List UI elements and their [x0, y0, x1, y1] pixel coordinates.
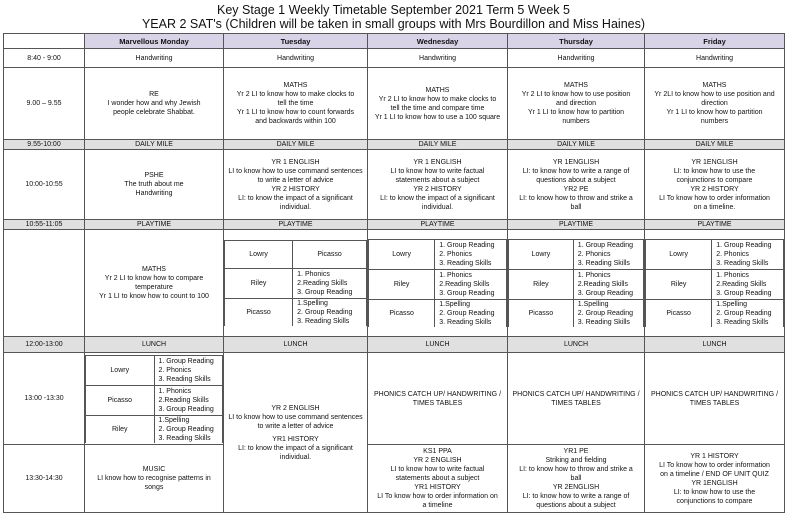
rotation-item: 1. Phonics — [577, 272, 611, 279]
lesson-line: tell the time — [277, 100, 314, 107]
time-cell: 10:55-11:05 — [4, 220, 85, 230]
lesson-line: individual. — [279, 453, 312, 461]
rotation-item: 2. Phonics — [716, 251, 749, 258]
wednesday-groups-cell — [368, 230, 508, 337]
lesson-line: questions about a subject — [536, 176, 616, 184]
lesson-line: PHONICS CATCH UP/ HANDWRITING / — [650, 390, 779, 398]
rotation-item: 2. Phonics — [577, 251, 611, 258]
day-wednesday: Wednesday — [368, 34, 508, 49]
row-daily-mile — [4, 140, 785, 150]
lesson-line: I wonder how and why Jewish — [107, 100, 201, 107]
thursday-phonics-cell — [508, 353, 645, 445]
lesson-line: LI: to know the impact of a significant — [380, 194, 495, 202]
handwriting-cell: Handwriting — [368, 49, 508, 68]
lesson-line: MUSIC — [142, 466, 166, 473]
lesson-line: numbers — [700, 118, 729, 125]
group-riley: Riley — [86, 415, 155, 443]
thursday-pe-cell — [508, 445, 645, 513]
lesson-line: LI: to know the impact of a significant — [238, 194, 353, 202]
day-monday: Marvellous Monday — [85, 34, 224, 49]
time-cell: 10:00-10:55 — [4, 150, 85, 220]
playtime-cell: PLAYTIME — [645, 220, 785, 230]
time-cell: 9.55-10:00 — [4, 140, 85, 150]
lesson-line: YR1 HISTORY — [272, 435, 319, 443]
daily-mile-cell: DAILY MILE — [85, 140, 224, 150]
lesson-line: YR 1 HISTORY — [690, 452, 739, 460]
monday-groups-cell — [85, 353, 224, 445]
lesson-line: conjunctions to compare — [676, 176, 753, 184]
time-cell: 13:00 -13:30 — [4, 353, 85, 445]
group-lowry: Lowry — [86, 355, 155, 385]
friday-groups-cell — [645, 230, 785, 337]
lesson-line: LI: to know how to write a range of — [522, 167, 630, 175]
rotation-item: 3. Reading Skills — [297, 318, 350, 325]
rotation-item: 3. Reading Skills — [439, 319, 492, 326]
thursday-english-cell — [508, 150, 645, 220]
rotation-item: 2.Reading Skills — [577, 281, 628, 288]
lesson-line: PHONICS CATCH UP/ HANDWRITING / — [373, 390, 502, 398]
lesson-line: MATHS — [283, 82, 308, 89]
rotation-list — [154, 415, 223, 443]
rotation-item: 1. Phonics — [716, 272, 749, 279]
group-activity: Picasso — [293, 241, 367, 269]
rotation-item: 2.Reading Skills — [439, 281, 490, 288]
rotation-list — [712, 240, 784, 270]
daily-mile-cell: DAILY MILE — [645, 140, 785, 150]
lesson-line: songs — [144, 484, 164, 491]
lesson-line: YR 2 ENGLISH — [271, 404, 320, 412]
lesson-line: YR 1ENGLISH — [691, 479, 738, 487]
lesson-line: numbers — [562, 118, 590, 125]
rotation-item: 2. Phonics — [439, 251, 472, 258]
handwriting-cell: Handwriting — [645, 49, 785, 68]
rotation-item: 3. Reading Skills — [439, 260, 492, 267]
rotation-item: 2.Reading Skills — [297, 280, 348, 287]
handwriting-cell: Handwriting — [508, 49, 645, 68]
lesson-line: Yr 2 LI to know how to use position — [521, 91, 631, 98]
lesson-line: LI To know how to order information on — [377, 493, 498, 500]
lesson-line: ball — [570, 475, 582, 482]
lesson-line: YR 2 HISTORY — [413, 185, 462, 193]
rotation-item: 1.Spelling — [297, 300, 328, 307]
group-rotation — [224, 240, 367, 326]
group-lowry: Lowry — [509, 240, 574, 270]
day-tuesday: Tuesday — [224, 34, 368, 49]
daily-mile-cell: DAILY MILE — [508, 140, 645, 150]
thursday-maths-cell — [508, 68, 645, 140]
rotation-item: 3. Reading Skills — [716, 319, 769, 326]
playtime-cell: PLAYTIME — [224, 220, 368, 230]
group-rotation — [85, 355, 223, 443]
lesson-line: Yr 2 LI to know how to make clocks to — [236, 91, 355, 98]
rotation-list — [435, 240, 507, 270]
rotation-list — [293, 299, 367, 327]
row-playtime — [4, 220, 785, 230]
rotation-list — [154, 385, 223, 415]
lesson-line: YR 1ENGLISH — [691, 158, 738, 166]
lesson-line: statements about a subject — [395, 475, 480, 482]
lesson-line: Yr 1 LI to know how to partition — [527, 109, 625, 116]
rotation-item: 3. Reading Skills — [577, 260, 630, 267]
rotation-item: 1. Phonics — [297, 271, 330, 278]
group-riley: Riley — [646, 270, 712, 300]
rotation-list — [573, 270, 643, 300]
timetable — [3, 33, 785, 513]
header-row — [4, 34, 785, 49]
lesson-line: Yr 2 LI to know how to compare — [104, 275, 204, 282]
friday-english-cell — [645, 150, 785, 220]
playtime-cell: PLAYTIME — [368, 220, 508, 230]
rotation-item: 3. Group Reading — [577, 290, 634, 297]
lesson-line: LI: to know how to throw and strike a — [519, 194, 633, 202]
lesson-line: to write a letter of advice — [257, 176, 334, 184]
friday-history-cell — [645, 445, 785, 513]
rotation-item: 1. Phonics — [439, 272, 472, 279]
lesson-line: MATHS — [142, 266, 166, 273]
time-cell: 8:40 - 9:00 — [4, 49, 85, 68]
daily-mile-cell: DAILY MILE — [224, 140, 368, 150]
playtime-cell: PLAYTIME — [85, 220, 224, 230]
lesson-line: YR 1 ENGLISH — [271, 158, 320, 166]
rotation-item: 3. Group Reading — [439, 290, 495, 297]
time-cell: 12:00-13:00 — [4, 337, 85, 353]
group-rotation — [645, 239, 784, 327]
rotation-item: 1. Group Reading — [439, 242, 495, 249]
group-rotation — [508, 239, 644, 327]
lesson-line: LI to know how to use command sentences — [228, 167, 363, 175]
lesson-line: individual. — [421, 203, 454, 211]
monday-re-cell — [85, 68, 224, 140]
lesson-line: Handwriting — [135, 190, 173, 197]
lunch-cell: LUNCH — [85, 337, 224, 353]
rotation-item: 2. Group Reading — [577, 310, 634, 317]
lesson-line: to write a letter of advice — [257, 422, 334, 430]
lesson-line: YR 1ENGLISH — [552, 158, 600, 166]
rotation-item: 1. Group Reading — [577, 242, 634, 249]
lesson-line: MATHS — [564, 82, 588, 89]
group-lowry: Lowry — [225, 241, 293, 269]
group-rotation — [368, 239, 507, 327]
row-morning-lesson — [4, 68, 785, 140]
lesson-line: YR1 HISTORY — [414, 484, 461, 491]
rotation-item: 2. Group Reading — [158, 425, 214, 433]
rotation-item: 3. Group Reading — [716, 290, 772, 297]
lesson-line: a timeline — [422, 502, 453, 509]
lesson-line: YR 1 ENGLISH — [413, 158, 462, 166]
lesson-line: LI: to know how to write a range of — [522, 493, 630, 500]
lesson-line: YR2 PE — [563, 185, 589, 193]
lesson-line: Striking and fielding — [545, 457, 607, 464]
lesson-line: tell the time and compare time — [390, 104, 485, 112]
lesson-line: RE — [149, 91, 159, 98]
group-picasso: Picasso — [509, 300, 574, 328]
lesson-line: people celebrate Shabbat. — [113, 109, 195, 116]
rotation-item: 2. Group Reading — [716, 310, 772, 317]
monday-maths-cell — [85, 230, 224, 337]
lesson-line: Yr 1 LI to know how to count forwards — [236, 109, 355, 116]
monday-music-cell — [85, 445, 224, 513]
lesson-line: KS1 PPA — [423, 448, 452, 455]
group-picasso: Picasso — [646, 300, 712, 328]
lesson-line: ball — [570, 203, 582, 211]
lesson-line: and backwards within 100 — [255, 118, 336, 125]
lesson-line: Yr 2 LI to know how to make clocks to — [378, 95, 497, 103]
day-thursday: Thursday — [508, 34, 645, 49]
lesson-line: conjunctions to compare — [676, 497, 753, 505]
page-title — [0, 3, 787, 31]
lesson-line: Yr 2LI to know how to use position and — [654, 91, 775, 98]
handwriting-cell: Handwriting — [224, 49, 368, 68]
lesson-line: and direction — [555, 100, 597, 107]
lesson-line: YR 2 HISTORY — [690, 185, 739, 193]
lesson-line: PHONICS CATCH UP/ HANDWRITING / — [512, 390, 640, 398]
wednesday-phonics-cell — [368, 353, 508, 445]
rotation-list — [712, 270, 784, 300]
rotation-list — [293, 269, 367, 299]
day-friday: Friday — [645, 34, 785, 49]
lesson-line: Yr 1 LI to know how to partition — [666, 109, 763, 116]
lesson-line: YR 2ENGLISH — [552, 484, 600, 491]
playtime-cell: PLAYTIME — [508, 220, 645, 230]
lunch-cell: LUNCH — [508, 337, 645, 353]
wednesday-maths-cell — [368, 68, 508, 140]
lesson-line: temperature — [135, 284, 173, 291]
lesson-line: YR 2 ENGLISH — [413, 457, 462, 464]
lesson-line: questions about a subject — [536, 502, 616, 509]
row-handwriting — [4, 49, 785, 68]
lesson-line: TIMES TABLES — [412, 399, 463, 407]
tuesday-groups-cell — [224, 230, 368, 337]
rotation-item: 1.Spelling — [439, 301, 470, 308]
monday-pshe-cell — [85, 150, 224, 220]
lesson-line: TIMES TABLES — [689, 399, 740, 407]
group-riley: Riley — [225, 269, 293, 299]
time-cell: 13:30-14:30 — [4, 445, 85, 513]
lunch-cell: LUNCH — [645, 337, 785, 353]
group-picasso: Picasso — [225, 299, 293, 327]
group-picasso: Picasso — [86, 385, 155, 415]
lesson-line: LI to know how to write factual — [390, 466, 485, 473]
rotation-item: 1.Spelling — [158, 416, 190, 424]
lesson-line: YR 2 HISTORY — [271, 185, 320, 193]
rotation-item: 1. Group Reading — [716, 242, 772, 249]
lunch-cell: LUNCH — [368, 337, 508, 353]
row-late-morning-groups — [4, 230, 785, 337]
lesson-line: LI: to know how to use the — [673, 488, 756, 496]
lesson-line: LI know how to recognise patterns in — [97, 475, 211, 482]
rotation-list — [573, 240, 643, 270]
rotation-item: 1.Spelling — [577, 301, 609, 308]
row-early-afternoon — [4, 353, 785, 445]
time-cell: 9.00 – 9.55 — [4, 68, 85, 140]
rotation-item: 2.Reading Skills — [158, 396, 209, 404]
daily-mile-cell: DAILY MILE — [368, 140, 508, 150]
lesson-line: on a timeline / END OF UNIT QUIZ — [660, 470, 769, 478]
title-line-2: YEAR 2 SAT's (Children will be taken in small groups with Mrs Bourdillon and Miss Haines) — [141, 17, 646, 31]
friday-maths-cell — [645, 68, 785, 140]
lesson-line: LI: to know the impact of a significant — [238, 444, 353, 452]
rotation-list — [435, 270, 507, 300]
group-lowry: Lowry — [646, 240, 712, 270]
wednesday-english-cell — [368, 150, 508, 220]
time-cell-empty — [4, 230, 85, 337]
rotation-item: 1. Group Reading — [158, 357, 214, 365]
rotation-item: 3. Reading Skills — [577, 319, 630, 326]
tuesday-maths-cell — [224, 68, 368, 140]
lesson-line: LI: to know how to throw and strike a — [519, 466, 633, 473]
tuesday-afternoon-cell — [224, 353, 368, 513]
rotation-list — [154, 355, 223, 385]
rotation-item: 1. Phonics — [158, 387, 192, 395]
rotation-item: 2. Phonics — [158, 366, 192, 374]
thursday-groups-cell — [508, 230, 645, 337]
lesson-line: LI to know how to use command sentences — [228, 413, 363, 421]
friday-phonics-cell — [645, 353, 785, 445]
corner-cell — [4, 34, 85, 49]
rotation-list — [712, 300, 784, 328]
rotation-item: 3. Reading Skills — [716, 260, 769, 267]
rotation-item: 2. Group Reading — [439, 310, 495, 317]
lesson-line: direction — [701, 100, 728, 107]
lesson-line: PSHE — [144, 172, 164, 179]
row-late-afternoon — [4, 445, 785, 513]
lesson-line: Yr 1 LI to know how to count to 100 — [99, 293, 209, 300]
row-mid-morning-lesson — [4, 150, 785, 220]
lunch-cell: LUNCH — [224, 337, 368, 353]
tuesday-english-cell — [224, 150, 368, 220]
rotation-item: 3. Reading Skills — [158, 434, 211, 442]
lesson-line: The truth about me — [124, 181, 184, 188]
group-picasso: Picasso — [369, 300, 435, 328]
rotation-item: 3. Group Reading — [158, 405, 214, 413]
lesson-line: MATHS — [702, 82, 727, 89]
lesson-line: LI: to know how to use the — [673, 167, 756, 175]
rotation-item: 2.Reading Skills — [716, 281, 767, 288]
rotation-item: 2. Group Reading — [297, 309, 353, 316]
lesson-line: LI to know how to write factual — [390, 167, 485, 175]
rotation-item: 3. Reading Skills — [158, 375, 211, 383]
group-lowry: Lowry — [369, 240, 435, 270]
rotation-item: 3. Group Reading — [297, 289, 353, 296]
group-riley: Riley — [509, 270, 574, 300]
handwriting-cell: Handwriting — [85, 49, 224, 68]
lesson-line: LI To know how to order information — [659, 194, 770, 202]
lesson-line: TIMES TABLES — [551, 399, 601, 407]
rotation-item: 1.Spelling — [716, 301, 747, 308]
lesson-line: on a timeline. — [693, 203, 736, 211]
group-riley: Riley — [369, 270, 435, 300]
lesson-line: LI To know how to order information — [659, 461, 770, 469]
lesson-line: individual. — [279, 203, 312, 211]
wednesday-ppa-cell — [368, 445, 508, 513]
lesson-line: statements about a subject — [395, 176, 480, 184]
lesson-line: Yr 1 LI to know how to use a 100 square — [374, 113, 501, 121]
rotation-list — [573, 300, 643, 328]
lesson-line: MATHS — [425, 86, 450, 94]
lesson-line: YR1 PE — [563, 448, 589, 455]
row-lunch — [4, 337, 785, 353]
title-line-1: Key Stage 1 Weekly Timetable September 2021 Term 5 Week 5 — [217, 3, 570, 17]
rotation-list — [435, 300, 507, 328]
